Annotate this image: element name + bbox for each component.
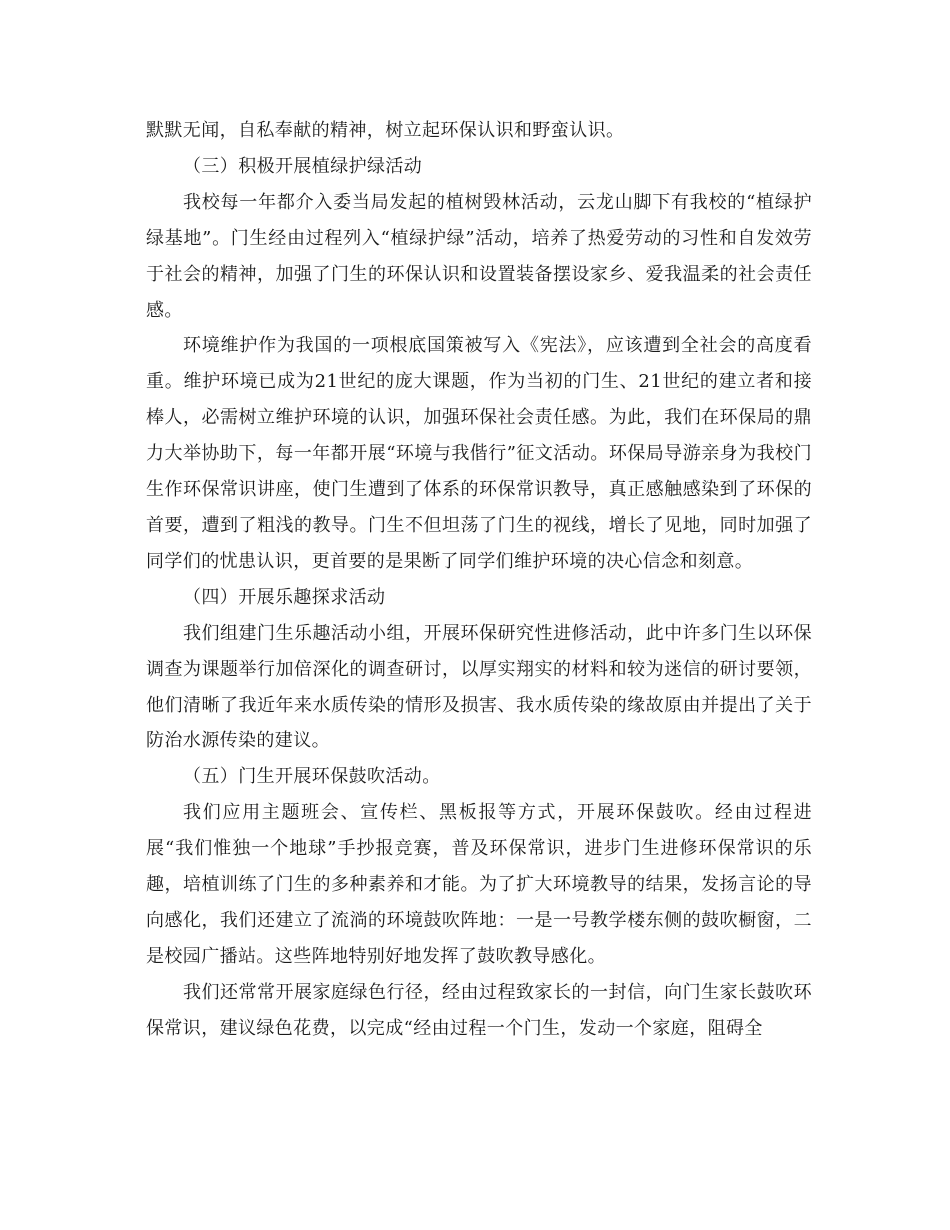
section-heading-4: （四）开展乐趣探求活动 — [183, 586, 386, 608]
paragraph-interest-groups: 我们组建门生乐趣活动小组，开展环保研究性进修活动，此中许多门生以环保调查为课题举行加倍深化的调查研讨，以厚实翔实的材料和较为迷信的研讨要领，他们清晰了我近年来水质传染的情形及损害、我水质传染的缘故原由并提出了关于防治水源传染的建议。 — [146, 622, 812, 752]
paragraph-family-green: 我们还常常开展家庭绿色行径，经由过程致家长的一封信，向门生家长鼓吹环保常识，建议绿色花费，以完成“经由过程一个门生，发动一个家庭，阻碍全 — [146, 981, 812, 1039]
document-body — [146, 113, 812, 1047]
paragraph-planting: 我校每一年都介入委当局发起的植树毁林活动，云龙山脚下有我校的“植绿护绿基地”。门生经由过程列入“植绿护绿”活动，培养了热爱劳动的习性和自发效劳于社会的精神，加强了门生的环保认识和设置装备摆设家乡、爱我温柔的社会责任感。 — [146, 191, 812, 321]
paragraph-environment-protection: 环境维护作为我国的一项根底国策被写入《宪法》，应该遭到全社会的高度看重。维护环境已成为21世纪的庞大课题，作为当初的门生、21世纪的建立者和接棒人，必需树立维护环境的认识，加强环保社会责任感。为此，我们在环保局的鼎力大举协助下，每一年都开展“环境与我偕行”征文活动。环保局导游亲身为我校门生作环保常识讲座，使门生遭到了体系的环保常识教导，真正感触感染到了环保的首要，遭到了粗浅的教导。门生不但坦荡了门生的视线，增长了见地，同时加强了同学们的忧患认识，更首要的是果断了同学们维护环境的决心信念和刻意。 — [146, 335, 812, 572]
section-heading-5: （五）门生开展环保鼓吹活动。 — [183, 766, 441, 788]
paragraph-publicity: 我们应用主题班会、宣传栏、黑板报等方式，开展环保鼓吹。经由过程进展“我们惟独一个地球”手抄报竞赛，普及环保常识，进步门生进修环保常识的乐趣，培植训练了门生的多种素养和才能。为了扩大环境教导的结果，发扬言论的导向感化，我们还建立了流淌的环境鼓吹阵地：一是一号教学楼东侧的鼓吹橱窗，二是校园广播站。这些阵地特别好地发挥了鼓吹教导感化。 — [146, 802, 812, 967]
section-heading-3: （三）积极开展植绿护绿活动 — [183, 155, 423, 177]
paragraph-continuation: 默默无闻，自私奉献的精神，树立起环保认识和野蛮认识。 — [146, 120, 625, 141]
